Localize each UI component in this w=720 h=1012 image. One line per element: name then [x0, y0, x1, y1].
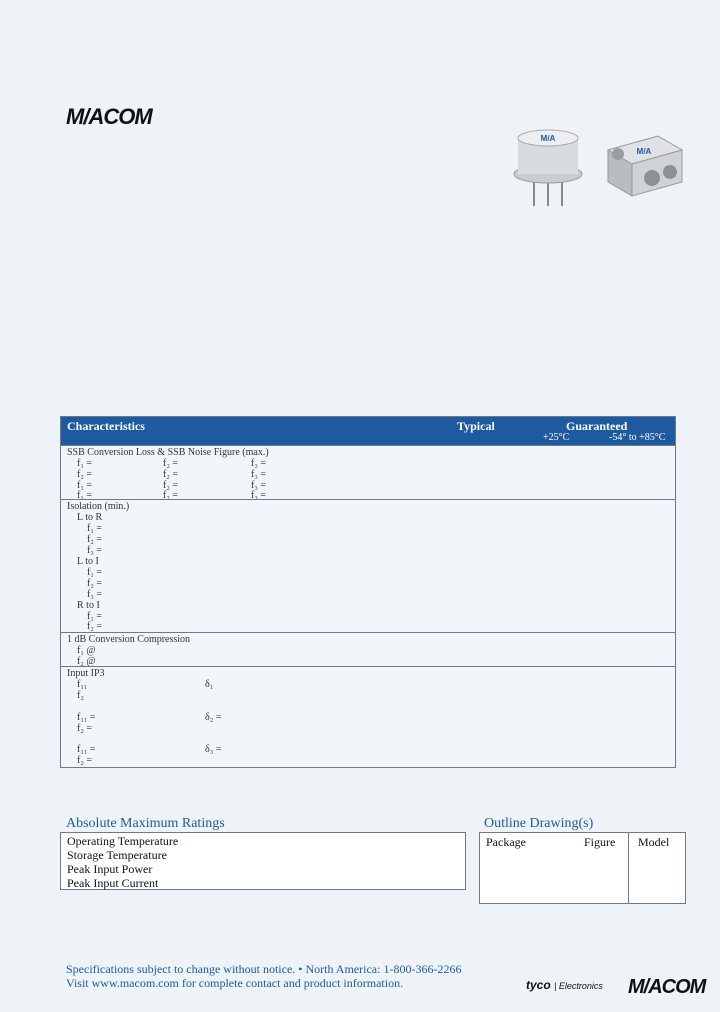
footer-notice: Specifications subject to change without notice. • North America: 1-800-366-2266 [66, 962, 462, 976]
section-isolation [61, 499, 675, 632]
group-label: L to R [77, 512, 103, 523]
section-compression [61, 632, 675, 666]
section-title: Isolation (min.) [67, 501, 130, 512]
macom-logo-footer: M/ACOM [628, 976, 706, 998]
outline-model-header: Model [638, 835, 670, 849]
tyco-wordmark: tyco [526, 978, 551, 992]
header-temp-25: +25°C [543, 432, 570, 443]
electronics-wordmark: | Electronics [554, 981, 603, 991]
row-item: f₃ = [87, 545, 102, 556]
group-label: L to I [77, 556, 99, 567]
row-item: f₂ = [163, 490, 178, 501]
section-conversion-loss [61, 445, 675, 499]
row-item: f₂ @ [77, 656, 96, 667]
outline-title: Outline Drawing(s) [484, 816, 594, 831]
connectorized-mixer-image [600, 132, 686, 202]
abs-max-row: Operating Temperature [67, 834, 179, 848]
section-input-ip3 [61, 666, 675, 766]
header-temp-range: -54° to +85°C [609, 432, 666, 443]
row-item: f₂ = [87, 578, 102, 589]
tyco-electronics-logo [526, 978, 603, 992]
row-item: f₁₁ = [77, 744, 96, 755]
row-item: f₃ = [87, 589, 102, 600]
abs-max-table [60, 832, 466, 890]
table-header [61, 417, 675, 445]
abs-max-row: Peak Input Power [67, 862, 153, 876]
row-item: f₁ = [87, 567, 102, 578]
row-item: f₁ @ [77, 645, 96, 656]
row-item: f₂ = [163, 469, 178, 480]
outline-table [479, 832, 686, 904]
row-item: f₁ = [87, 523, 102, 534]
outline-package-header: Package [486, 835, 526, 849]
outline-figure-header: Figure [584, 835, 616, 849]
row-item: f₁₁ = [77, 712, 96, 723]
row-item: f₃ = [251, 480, 266, 491]
row-item: f₂ = [87, 621, 102, 632]
macom-logo: M/ACOM [66, 104, 152, 129]
abs-max-title: Absolute Maximum Ratings [66, 816, 225, 831]
row-item: f₂ = [77, 755, 92, 766]
abs-max-row: Peak Input Current [67, 876, 159, 890]
row-item: f₁ = [77, 480, 92, 491]
row-item: f₁ = [77, 458, 92, 469]
row-item: f₂ = [163, 480, 178, 491]
outline-divider [628, 833, 629, 903]
group-label: R to I [77, 600, 100, 611]
row-item: f₂ = [87, 534, 102, 545]
svg-text:M/A: M/A [636, 147, 652, 156]
section-title: Input IP3 [67, 668, 105, 679]
svg-text:M/A: M/A [540, 134, 556, 143]
row-item: f₂ = [77, 723, 92, 734]
section-title: SSB Conversion Loss & SSB Noise Figure (max.) [67, 447, 269, 458]
row-item: f₁ = [77, 490, 92, 501]
row-item: f₂ = [77, 469, 92, 480]
row-item: f₂ = [163, 458, 178, 469]
row-item: f₃ = [251, 469, 266, 480]
abs-max-row: Storage Temperature [67, 848, 167, 862]
row-item: δ₂ = [205, 712, 222, 723]
row-item: δ₃ = [205, 744, 222, 755]
characteristics-table [60, 416, 676, 768]
to-can-mixer-image [512, 128, 584, 208]
row-item: f₃ = [251, 490, 266, 501]
row-item: f₁₁ [77, 679, 88, 690]
row-item: f₁ = [87, 611, 102, 622]
row-item: f₃ = [251, 458, 266, 469]
row-item: f₂ [77, 690, 84, 701]
row-item: δ₁ [205, 679, 214, 690]
header-typical: Typical [457, 419, 495, 433]
footer-website[interactable]: Visit www.macom.com for complete contact and product information. [66, 976, 404, 990]
section-title: 1 dB Conversion Compression [67, 634, 191, 645]
header-characteristics: Characteristics [67, 419, 145, 433]
header-guaranteed: Guaranteed [566, 419, 628, 433]
